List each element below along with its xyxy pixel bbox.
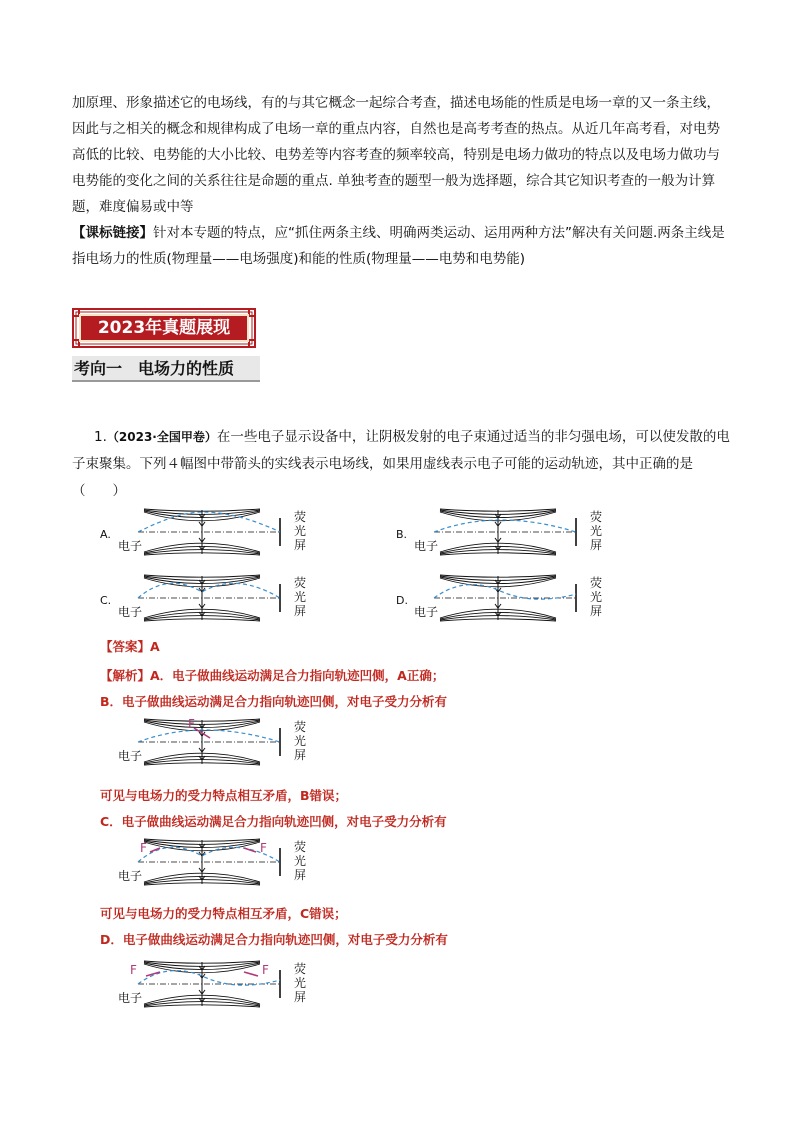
intro-paragraph xyxy=(72,90,732,272)
analysis-b: B．电子做曲线运动满足合力指向轨迹凹侧，对电子受力分析有 xyxy=(100,694,448,709)
screen-label-char: 光 xyxy=(294,734,307,748)
electron-trajectory xyxy=(434,520,576,532)
screen-label-char: 光 xyxy=(294,854,307,868)
screen-label-char: 光 xyxy=(590,524,603,538)
curriculum-link-label: 【课标链接】 xyxy=(72,225,153,241)
curriculum-link-text: 针对本专题的特点，应“抓住两条主线、明确两类运动、运用两种方法”解决有关问题.两条主线是指电场力的性质(物理量——电场强度)和能的性质(物理量——电势和电势能) xyxy=(72,225,725,267)
screen-label-char: 荧 xyxy=(294,840,307,854)
screen-label-char: 光 xyxy=(294,976,307,990)
analysis-figure-c xyxy=(98,836,318,892)
intro-text: 加原理、形象描述它的电场线，有的与其它概念一起综合考查，描述电场能的性质是电场一章的又一条主线，因此与之相关的概念和规律构成了电场一章的重点内容，自然也是高考考查的热点。从近几年高考看，对电势高低的比较、电势能的大小比较、电势差等内容考查的频率较高，特别是电场力做功的特点以及电场力做功与电势能的变化之间的关系往往是命题的重点. 单独考查的题型一般为选择题，综合其它知识考查的一般为计算题，难度偏易或中等 xyxy=(72,95,720,215)
conclusion-b: 可见与电场力的受力特点相互矛盾，B错误； xyxy=(100,788,348,803)
force-label: F xyxy=(260,841,267,855)
screen-label-char: 屏 xyxy=(590,538,603,552)
year-banner xyxy=(72,308,256,348)
analysis-c: C．电子做曲线运动满足合力指向轨迹凹侧，对电子受力分析有 xyxy=(100,814,447,829)
screen-label-char: 荧 xyxy=(590,510,603,524)
screen-label-char: 光 xyxy=(590,590,603,604)
option-label: D. xyxy=(396,594,408,607)
option-figure-d xyxy=(394,572,614,628)
electron-trajectory xyxy=(138,583,280,598)
electron-label: 电子 xyxy=(118,991,143,1005)
force-label: F xyxy=(262,963,269,977)
force-arrow xyxy=(244,848,256,852)
electron-label: 电子 xyxy=(414,539,439,553)
screen-label-char: 荧 xyxy=(294,510,307,524)
force-arrow xyxy=(244,972,258,976)
electron-label: 电子 xyxy=(118,539,143,553)
screen-label-char: 荧 xyxy=(294,962,307,976)
force-label: F xyxy=(140,841,147,855)
section-heading xyxy=(72,356,260,382)
option-figure-c xyxy=(98,572,318,628)
screen-label-char: 屏 xyxy=(294,990,307,1004)
electron-label: 电子 xyxy=(118,605,143,619)
option-figure-a xyxy=(98,506,318,562)
analysis-figure-d xyxy=(98,958,318,1014)
force-label: F xyxy=(188,717,195,731)
screen-label-char: 光 xyxy=(294,590,307,604)
screen-label-char: 屏 xyxy=(294,868,307,882)
screen-label-char: 荧 xyxy=(590,576,603,590)
screen-label-char: 光 xyxy=(294,524,307,538)
screen-label-char: 荧 xyxy=(294,576,307,590)
conclusion-c: 可见与电场力的受力特点相互矛盾，C错误； xyxy=(100,906,347,921)
force-label: F xyxy=(130,963,137,977)
section-prefix: 考向一 xyxy=(74,359,123,378)
electron-label: 电子 xyxy=(118,749,143,763)
screen-label-char: 屏 xyxy=(294,604,307,618)
option-label: B. xyxy=(396,528,408,541)
electron-label: 电子 xyxy=(118,869,143,883)
screen-label-char: 屏 xyxy=(294,748,307,762)
screen-label-char: 屏 xyxy=(294,538,307,552)
electron-label: 电子 xyxy=(414,605,439,619)
analysis-d: D．电子做曲线运动满足合力指向轨迹凹侧，对电子受力分析有 xyxy=(100,932,448,947)
question-text: 在一些电子显示设备中，让阴极发射的电子束通过适当的非匀强电场，可以使发散的电子束聚集。下列４幅图中带箭头的实线表示电场线，如果用虚线表示电子可能的运动轨迹，其中正确的是（ ） xyxy=(72,429,730,499)
screen-label-char: 荧 xyxy=(294,720,307,734)
electron-trajectory xyxy=(138,847,280,862)
section-title: 电场力的性质 xyxy=(138,359,235,378)
option-label: C. xyxy=(100,594,112,607)
electron-trajectory xyxy=(138,730,280,742)
question-number: 1. xyxy=(94,429,107,445)
analysis-a: 【解析】A．电子做曲线运动满足合力指向轨迹凹侧，A正确； xyxy=(100,668,445,683)
screen-label-char: 屏 xyxy=(590,604,603,618)
banner-title: 2023年真题展现 xyxy=(79,314,249,342)
electron-trajectory xyxy=(138,512,280,532)
option-figure-b xyxy=(394,506,614,562)
question-source: （2023·全国甲卷） xyxy=(106,430,217,444)
question-1 xyxy=(72,424,732,505)
option-label: A. xyxy=(100,528,111,541)
answer-line: 【答案】A xyxy=(100,639,160,654)
analysis-figure-b xyxy=(98,716,318,772)
